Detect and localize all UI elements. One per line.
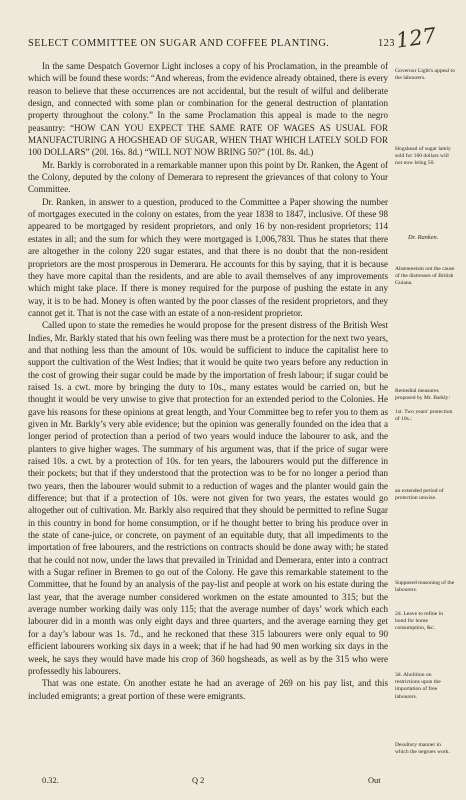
page-footer — [28, 776, 388, 788]
paragraph: That was one estate. On another estate he had an average of 269 on his pay list, and this included emigrants; a great portion of these were emigrants. — [28, 678, 388, 701]
paragraph: In the same Despatch Governor Light incloses a copy of his Proclamation, in the preamble of which will be found these words: “And whereas, from the evidence already obtained, there is every reason to believe that these occurrences are not accidental, but the result of wilful and deliberate design, and connected with some plan or combination for the general destruction of plantation property throughout the colony.” In the same Proclamation this appeal is made to the negro peasantry: “HOW CAN YOU EXPECT THE SAME RATE OF WAGES AS USUAL FOR MANUFACTURING A HOGSHEAD OF SUGAR, WHEN THAT WHICH LATELY SOLD FOR 100 DOLLARS” (20l. 16s. 8d.) “WILL NOT NOW BRING 50?” (10l. 8s. 4d.) — [28, 61, 388, 158]
handwritten-folio: 127 — [394, 23, 438, 53]
side-title: Dr. Ranken. — [408, 234, 439, 241]
running-header — [28, 38, 395, 49]
side-note: Absenteeism not the cause of the distresses of British Guiana. — [395, 266, 455, 287]
side-note: Desultory manner in which the negroes work. — [395, 742, 450, 756]
side-note: Governor Light's appeal to the labourers. — [395, 68, 455, 82]
side-note: Hogshead of sugar lately sold for 100 dollars will not now bring 50. — [395, 146, 451, 167]
signature-mark: Q 2 — [192, 776, 205, 785]
paragraph: Dr. Ranken, in answer to a question, produced to the Committee a Paper showing the number of mortgages executed in the colony on estates, from the year 1838 to 1847, inclusive. Of these 98 appeared to be mortgaged by resident proprietors, and only 16 by non-resident proprietors; 114 estates in all; and the sum for which they were mortgaged is 1,006,783l. Thus he states that there are altogether in the colony 220 sugar estates, and that there is no doubt that the non-resident proprietors are the most prosperous in Demerara. He accounts for this by saying, that it is because they have more capital than the residents, and are able to avail themselves of any improvements which might take place. If there is money required for the purpose of pushing the estate in any way, it is to be had. Money is often wanted by the poor classes of the resident proprietors, and they cannot get it. That is not the case with an estate of a non-resident proprietor. — [28, 196, 388, 318]
paragraph: Called upon to state the remedies he would propose for the present distress of the British West Indies, Mr. Barkly stated that his own feeling was there must be a protection for the next two years, and that nothing less than the amount of 10s. would be sufficient to induce the capitalist here to support the cultivation of the West Indies; that it would be quite two years before any reduction in the cost of growing their sugar could be made by the importation of fresh labour; if sugar could be raised 1s. a cwt. more by bringing the duty to 10s., many estates would be carried on, but he thought it would be very unwise to give that protection for an extended period to the Colonies. He gave his reasons for these opinions at great length, and Your Committee beg to refer you to them as given in Mr. Barkly’s very able evidence; but the opinion was generally founded on the idea that a longer period of protection than a period of two years would induce the labourer to ask, and the planters to give higher wages. The summary of his argument was, that if the price of sugar were raised 10s. a cwt. by a protection of 10s. for ten years, the labourers would put the difference in their pockets; but that if they understood that the protection was to be for no longer a period than two years, then the labourer would submit to a reduction of wages and the planter would gain the difference; but that if a protection of 10s. were not given for two years, the estates would go altogether out of cultivation. Mr. Barkly also required that they should be permitted to refine Sugar in this country in bond for home consumption, or if he thought better to bring his produce over in the state of cane-juice, or concrete, on payment of an equitable duty, that all impediments to the importation of free labourers, and the restrictions on contracts should be done away with; he stated that he could not now, under the laws that prevailed in Trinidad and Demerara, enter into a contract with a Sugar refiner in Bremen to go out of the Colony. He gave this remarkable statement to the Committee, that he found by an analysis of the pay-list and people at work on his estate during the last year, that the average number considered workmen on the estate amounted to 315; but the average number working daily was only 115; that the average number of days’ work which each labourer did in a month was only eight days and three quarters, and the average earning they get for a day’s labour was 1s. 7d., and he reckoned that these 315 labourers were only equal to 90 efficient labourers working six days in a week; that if he had had 90 men working six days in the week, he says they would have made his crop of 360 hogsheads, as well as by the 315 who were professedly his labourers. — [28, 320, 388, 676]
paragraph: Mr. Barkly is corroborated in a remarkable manner upon this point by Dr. Ranken, the Agent of the Colony, deputed by the colony of Demerara to represent the grievances of that colony to Your Committee. — [28, 159, 388, 195]
side-note: 2d. Leave to refine in bond for home consumption, &c. — [395, 611, 443, 632]
side-note: 1st. Two years' protection of 10s.; — [395, 409, 453, 423]
catchword: Out — [368, 776, 381, 785]
header-title: SELECT COMMITTEE ON SUGAR AND COFFEE PLANTING. — [28, 38, 330, 49]
main-text — [28, 60, 388, 702]
footer-signature: 0.32. — [42, 776, 59, 785]
page-number: 123 — [378, 38, 395, 49]
side-note: an extended period of protection unwise. — [395, 488, 444, 502]
side-note: 3d. Abolition on restrictions upon the importation of free labourers. — [395, 672, 441, 700]
side-note: Remedial measures proposed by Mr. Barkly: — [395, 388, 451, 402]
side-note: Supposed reasoning of the labourers. — [395, 580, 455, 594]
